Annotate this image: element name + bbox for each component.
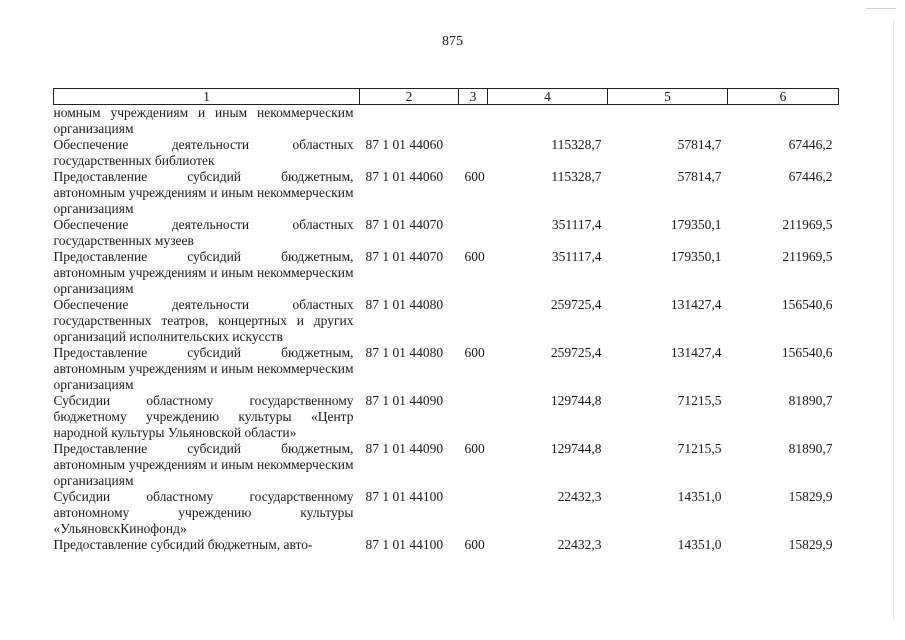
row-value-cell: 71215,5 (677, 393, 722, 408)
column-header: 2 (360, 89, 459, 105)
row-value-cell (608, 105, 728, 138)
scan-artifact (893, 20, 894, 620)
table-row (54, 489, 839, 537)
table-row (54, 537, 839, 553)
row-value-cell: 259725,4 (550, 345, 602, 360)
row-name-cell: Предоставление субсидий бюджетным, автономным учреждениям и иным некоммерческим организациям (53, 169, 354, 216)
row-value-cell: 22432,3 (557, 489, 602, 504)
table-header-row (54, 89, 839, 105)
column-header: 4 (488, 89, 608, 105)
row-value-cell: 156540,6 (781, 345, 833, 360)
row-value-cell: 57814,7 (677, 137, 722, 152)
row-value-cell: 81890,7 (788, 393, 833, 408)
row-group-cell: 600 (464, 169, 485, 184)
row-code-cell: 87 1 01 44070 (365, 249, 444, 264)
row-value-cell (728, 105, 839, 138)
row-value-cell: 15829,9 (788, 537, 833, 552)
row-value-cell: 351117,4 (551, 249, 602, 264)
row-name-cell: Предоставление субсидий бюджетным, авто- (53, 537, 313, 552)
table-row (54, 249, 839, 297)
row-value-cell: 156540,6 (781, 297, 833, 312)
column-header: 1 (54, 89, 360, 105)
row-name-cell: Обеспечение деятельности областных государственных библиотек (53, 137, 354, 168)
table-row (54, 105, 839, 138)
table-row (54, 345, 839, 393)
row-value-cell: 179350,1 (670, 217, 722, 232)
row-value-cell: 67446,2 (788, 137, 833, 152)
row-code-cell: 87 1 01 44100 (365, 489, 444, 504)
table-row (54, 217, 839, 249)
row-value-cell: 115328,7 (551, 137, 602, 152)
row-group-cell: 600 (464, 441, 485, 456)
row-name-cell: Предоставление субсидий бюджетным, автономным учреждениям и иным некоммерческим организациям (53, 441, 354, 488)
row-code-cell: 87 1 01 44090 (365, 393, 444, 408)
row-group-cell: 600 (464, 249, 485, 264)
row-value-cell: 131427,4 (670, 297, 722, 312)
row-value-cell: 129744,8 (550, 441, 602, 456)
row-code-cell: 87 1 01 44070 (365, 217, 444, 232)
row-value-cell: 57814,7 (677, 169, 722, 184)
row-code-cell: 87 1 01 44090 (365, 441, 444, 456)
row-group-cell (459, 217, 488, 249)
table-row (54, 169, 839, 217)
row-name-cell: Субсидии областному государственному бюджетному учреждению культуры «Центр народной культуры Ульяновской области» (53, 393, 354, 440)
row-value-cell (488, 105, 608, 138)
column-header: 6 (728, 89, 839, 105)
row-value-cell: 211969,5 (782, 249, 833, 264)
row-group-cell (459, 297, 488, 345)
row-value-cell: 115328,7 (551, 169, 602, 184)
row-value-cell: 129744,8 (550, 393, 602, 408)
row-code-cell (360, 105, 459, 138)
row-name-cell: Предоставление субсидий бюджетным, автономным учреждениям и иным некоммерческим организациям (53, 249, 354, 296)
row-name-cell: Обеспечение деятельности областных государственных музеев (53, 217, 354, 248)
budget-table (53, 88, 839, 553)
table-row (54, 297, 839, 345)
row-code-cell: 87 1 01 44060 (365, 169, 444, 184)
row-value-cell: 351117,4 (551, 217, 602, 232)
row-value-cell: 15829,9 (788, 489, 833, 504)
row-group-cell (459, 489, 488, 537)
row-value-cell: 14351,0 (677, 489, 722, 504)
row-value-cell: 14351,0 (677, 537, 722, 552)
row-group-cell: 600 (464, 537, 485, 552)
column-header: 5 (608, 89, 728, 105)
row-name-cell: номным учреждениям и иным некоммерческим организациям (53, 105, 354, 136)
row-name-cell: Обеспечение деятельности областных государственных театров, концертных и других организаций исполнительских искусств (53, 297, 354, 344)
row-group-cell: 600 (464, 345, 485, 360)
row-value-cell: 22432,3 (557, 537, 602, 552)
table-body (54, 105, 839, 554)
column-header: 3 (459, 89, 488, 105)
row-group-cell (459, 137, 488, 169)
row-value-cell: 179350,1 (670, 249, 722, 264)
row-name-cell: Субсидии областному государственному автономному учреждению культуры «УльяновскКинофонд» (53, 489, 354, 536)
row-value-cell: 81890,7 (788, 441, 833, 456)
table-row (54, 137, 839, 169)
table-row (54, 441, 839, 489)
row-group-cell (459, 105, 488, 138)
row-value-cell: 67446,2 (788, 169, 833, 184)
row-code-cell: 87 1 01 44100 (365, 537, 444, 552)
scan-artifact (866, 8, 896, 9)
row-value-cell: 259725,4 (550, 297, 602, 312)
row-code-cell: 87 1 01 44080 (365, 297, 444, 312)
row-value-cell: 131427,4 (670, 345, 722, 360)
page-number: 875 (442, 34, 463, 49)
row-code-cell: 87 1 01 44080 (365, 345, 444, 360)
row-name-cell: Предоставление субсидий бюджетным, автономным учреждениям и иным некоммерческим организациям (53, 345, 354, 392)
row-code-cell: 87 1 01 44060 (365, 137, 444, 152)
row-group-cell (459, 393, 488, 441)
row-value-cell: 211969,5 (782, 217, 833, 232)
row-value-cell: 71215,5 (677, 441, 722, 456)
table-row (54, 393, 839, 441)
